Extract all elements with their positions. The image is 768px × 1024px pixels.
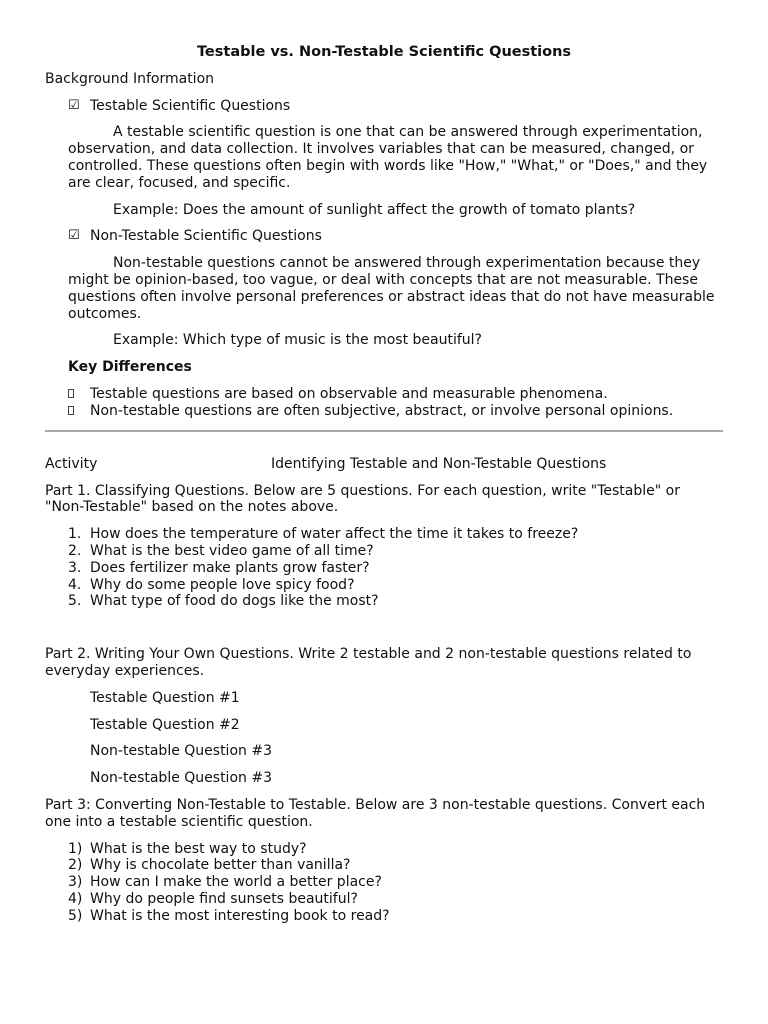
question-text: Why do people find sunsets beautiful? (90, 890, 358, 907)
part1-instructions: Part 1. Classifying Questions. Below are 5 questions. For each question, write "Testable" or "Non-Testable" based on the notes above. (45, 482, 680, 516)
testable-question-1-prompt: Testable Question #1 (90, 689, 240, 706)
list-item (45, 577, 723, 594)
item-number: 1) (68, 840, 83, 857)
horizontal-divider (45, 430, 723, 432)
question-text: Why is chocolate better than vanilla? (90, 857, 351, 874)
question-text: What is the best video game of all time? (90, 542, 374, 559)
non-testable-question-3-prompt: Non-testable Question #3 (90, 743, 272, 760)
list-item (68, 386, 723, 403)
testable-heading-item (68, 98, 723, 115)
testable-description: A testable scientific question is one that can be answered through experimentation, observation, and data collection. It involves variables that can be measured, changed, or controlled. These questions often begin with words like "How," "What," or "Does," and they are clear, focused, and specific. (68, 124, 708, 191)
item-number: 3) (68, 874, 83, 891)
part3-instructions: Part 3: Converting Non-Testable to Testable. Below are 3 non-testable questions. Convert each one into a testable scientific question. (45, 796, 706, 830)
list-item (45, 874, 723, 891)
question-text: What is the most interesting book to read? (90, 907, 390, 924)
non-testable-heading-item (68, 228, 723, 245)
list-item (45, 841, 723, 858)
part3-question-list (45, 841, 723, 925)
list-item (45, 908, 723, 925)
question-text: How can I make the world a better place? (90, 874, 382, 891)
question-text: Does fertilizer make plants grow faster? (90, 559, 370, 576)
activity-title: Identifying Testable and Non-Testable Questions (271, 455, 607, 472)
item-number: 1. (68, 526, 82, 543)
worksheet-page (45, 44, 723, 934)
list-item (68, 403, 723, 420)
list-item (45, 857, 723, 874)
item-number: 5) (68, 907, 83, 924)
key-differences-heading: Key Differences (68, 359, 192, 376)
item-number: 4. (68, 576, 82, 593)
question-text: How does the temperature of water affect the time it takes to freeze? (90, 526, 579, 543)
page-title: Testable vs. Non-Testable Scientific Questions (196, 44, 572, 60)
list-item (45, 543, 723, 560)
part1-question-list (45, 526, 723, 610)
list-item (45, 593, 723, 610)
question-text: Why do some people love spicy food? (90, 576, 355, 593)
testable-example: Example: Does the amount of sunlight affect the growth of tomato plants? (113, 201, 636, 218)
checkbox-icon: ☑ (68, 228, 80, 244)
question-text: What type of food do dogs like the most? (90, 593, 379, 610)
item-number: 3. (68, 559, 82, 576)
list-item (45, 560, 723, 577)
checkbox-icon: ☑ (68, 97, 80, 113)
list-item (45, 526, 723, 543)
question-text: What is the best way to study? (90, 840, 307, 857)
item-number: 4) (68, 890, 83, 907)
item-number: 2) (68, 857, 83, 874)
activity-header (45, 456, 723, 473)
spacer (45, 620, 723, 646)
list-item (45, 891, 723, 908)
part2-instructions: Part 2. Writing Your Own Questions. Write 2 testable and 2 non-testable questions related to everyday experiences. (45, 646, 692, 679)
testable-heading: Testable Scientific Questions (90, 97, 291, 114)
item-number: 2. (68, 542, 82, 559)
key-differences-list (68, 386, 723, 420)
bullet-box-icon (68, 389, 74, 398)
item-number: 5. (68, 593, 82, 610)
non-testable-heading: Non-Testable Scientific Questions (90, 228, 322, 245)
non-testable-example: Example: Which type of music is the most beautiful? (113, 332, 482, 349)
activity-label: Activity (45, 455, 98, 472)
background-label: Background Information (45, 70, 215, 87)
key-difference-text: Testable questions are based on observable and measurable phenomena. (90, 385, 608, 402)
non-testable-question-4-prompt: Non-testable Question #3 (90, 770, 272, 787)
key-difference-text: Non-testable questions are often subjective, abstract, or involve personal opinions. (90, 402, 674, 419)
bullet-box-icon (68, 406, 74, 415)
testable-question-2-prompt: Testable Question #2 (90, 716, 240, 733)
non-testable-description: Non-testable questions cannot be answered through experimentation because they might be opinion-based, too vague, or deal with concepts that are not measurable. These questions often involve personal preferences or abstract ideas that do not have measurable outcomes. (68, 255, 715, 322)
